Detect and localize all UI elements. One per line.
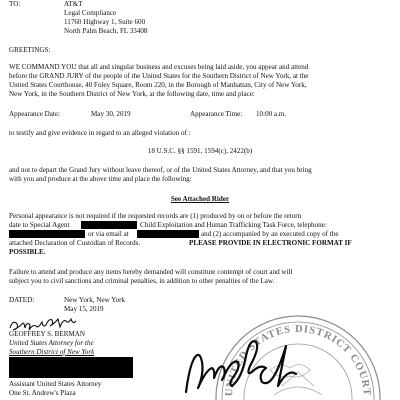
dated-date: May 15, 2019	[64, 305, 104, 313]
appearance-time-label: Appearance Time:	[190, 110, 243, 118]
personal-line-3a: or via email at	[88, 230, 129, 238]
appearance-date-label: Appearance Date:	[9, 110, 61, 118]
testify-text: to testify and give evidence in regard to an alleged violation of :	[9, 129, 191, 137]
redaction-telephone	[9, 230, 85, 238]
seal-text: UNITED STATES DISTRICT COURT	[223, 323, 373, 397]
greeting: GREETINGS:	[9, 46, 51, 54]
dated-label: DATED:	[9, 296, 35, 304]
rider-heading: See Attached Rider	[170, 195, 230, 203]
command-line-4: New York, in the Southern District of New York, at the following date, time and place:	[9, 90, 255, 98]
personal-line-2a: date to Special Agent	[9, 221, 70, 229]
assistant-title: Assistant United States Attorney	[9, 380, 102, 388]
to-line-company: AT&T	[64, 0, 83, 8]
appearance-date-value: May 30, 2019	[91, 110, 131, 118]
depart-line-2: with you and produce at the above time and place the following:	[9, 175, 192, 183]
personal-line-5: POSSIBLE.	[9, 248, 46, 256]
signature-large-icon	[178, 322, 318, 400]
to-label: TO:	[9, 0, 21, 8]
personal-line-4a: attached Declaration of Custodian of Records.	[9, 239, 141, 247]
redaction-agent-name	[81, 221, 137, 229]
signatory-title-2: Southern District of New York	[9, 348, 95, 356]
depart-line-1: and not to depart the Grand Jury without leave thereof, or of the United States Attorney, and that you bring	[9, 166, 312, 174]
signatory-name: GEOFFREY S. BERMAN	[9, 330, 86, 338]
personal-line-4b: PLEASE PROVIDE IN ELECTRONIC FORMAT IF	[189, 239, 352, 247]
statute: 18 U.S.C. §§ 1591, 1594(c), 2422(b)	[147, 147, 253, 155]
assistant-address: One St. Andrew's Plaza	[9, 389, 76, 397]
personal-line-2b: Child Exploitation and Human Trafficking Task Force, telephone:	[140, 221, 327, 229]
to-line-city: North Palm Beach, FL 33408	[64, 27, 148, 35]
to-line-street: 11760 Highway 1, Suite 600	[64, 18, 146, 26]
redaction-ausa-name	[9, 357, 133, 378]
command-line-1: WE COMMAND YOU that all and singular business and excuses being laid aside, you appear and attend	[9, 63, 309, 71]
personal-line-3b: and (2) accompanied by an executed copy of the	[201, 230, 339, 238]
signatory-title-1: United States Attorney for the	[9, 339, 94, 347]
personal-line-1: Personal appearance is not required if the requested records are (1) produced by on or before the return	[9, 212, 302, 220]
failure-line-1: Failure to attend and produce any items hereby demanded will constitute contempt of court and will	[9, 268, 293, 276]
command-line-2: before the GRAND JURY of the people of the United States for the Southern District of New York, at the	[9, 72, 309, 80]
command-line-3: United States Courthouse, 40 Foley Square, Room 220, in the Borough of Manhattan, City of New York,	[9, 81, 307, 89]
appearance-time-value: 10:00 a.m.	[256, 110, 287, 118]
redaction-email	[137, 230, 199, 238]
failure-line-2: subject you to civil sanctions and criminal penalties, in addition to other penalties of the Law.	[9, 277, 275, 285]
to-line-dept: Legal Compliance	[64, 9, 117, 17]
dated-place: New York, New York	[64, 296, 126, 304]
